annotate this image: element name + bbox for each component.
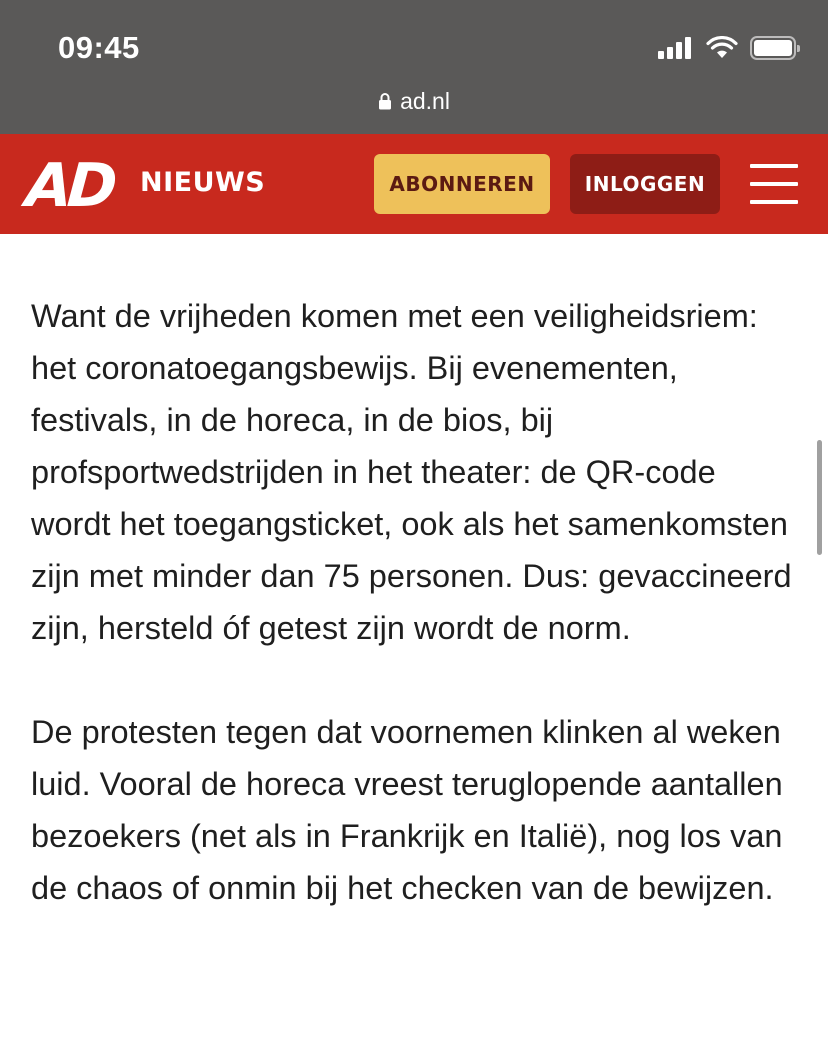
article-paragraph: Want de vrijheden komen met een veiligheidsriem: het coronatoegangsbewijs. Bij evenementen, festivals, in de horeca, in de bios, bij profsportwedstrijden in het theater: de QR-code wordt het toegangsticket, ook als het samenkomsten zijn met minder dan 75 personen. Dus: gevaccineerd zijn, hersteld óf getest zijn wordt de norm. [31,298,792,646]
section-title[interactable]: NIEUWS [140,167,266,198]
status-bar [0,0,828,134]
battery-icon [750,36,796,60]
url-text: ad.nl [400,88,450,114]
status-icons [658,36,796,60]
subscribe-button[interactable]: ABONNEREN [374,154,550,214]
status-time: 09:45 [58,30,140,65]
ad-logo[interactable]: AD [23,151,115,221]
wifi-icon [706,36,738,60]
scrollbar[interactable] [817,440,822,555]
article-paragraph: De protesten tegen dat voornemen klinken al weken luid. Vooral de horeca vreest teruglopende aantallen bezoekers (net als in Frankrijk en Italië), nog los van de chaos of onmin bij het checken van de bewijzen. [31,714,783,906]
site-header [0,134,828,234]
signal-icon [658,37,694,59]
lock-icon [378,92,392,110]
address-bar[interactable] [0,88,828,115]
article-body [31,290,801,966]
login-button[interactable]: INLOGGEN [570,154,720,214]
hamburger-menu-icon[interactable] [750,164,798,204]
